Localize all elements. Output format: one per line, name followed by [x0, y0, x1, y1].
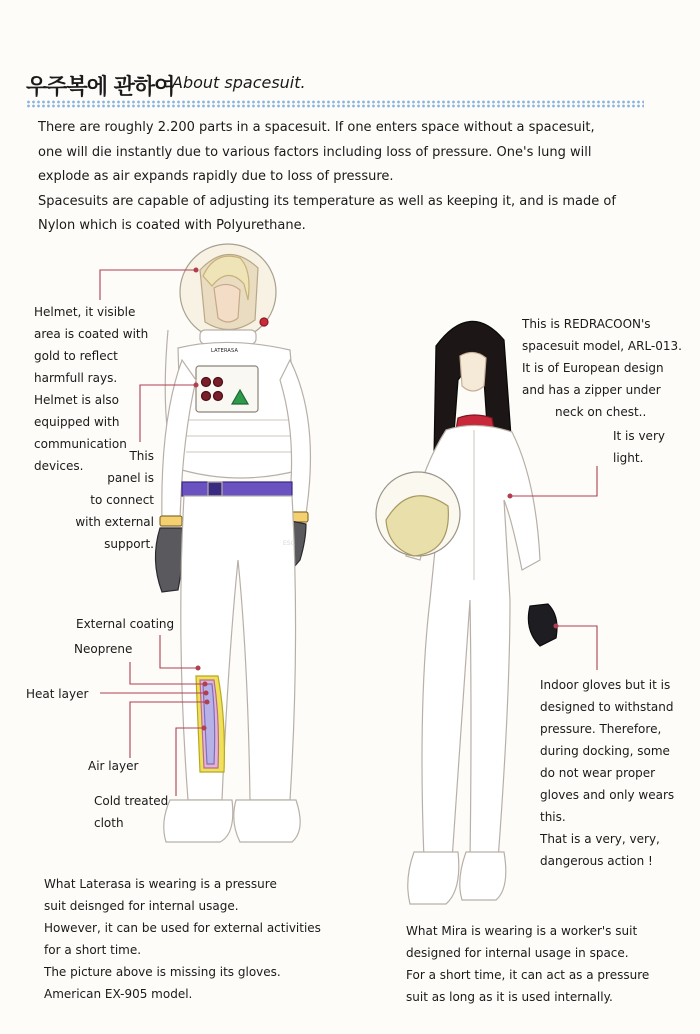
neoprene-label: Neoprene	[74, 642, 133, 656]
intro-line: There are roughly 2.200 parts in a spacesuit. If one enters space without a spacesuit,	[38, 120, 595, 135]
right-caption: What Mira is wearing is a worker's suit designed for internal usage in space. For a short time, it can act as a pressure suit as long as it is used internally.	[406, 924, 650, 1004]
gloves-note: Indoor gloves but it is designed to withstand pressure. Therefore, during docking, some do not wear proper gloves and only wears this. That is a very, very, dangerous action !	[540, 678, 675, 868]
intro-line: Nylon which is coated with Polyurethane.	[38, 218, 306, 233]
light-note: It is very light.	[613, 429, 665, 465]
helmet-note: Helmet, it visible area is coated with gold to reflect harmfull rays. Helmet is also equipped with communication devices.	[34, 305, 149, 473]
panel-note: This panel is to connect with external support.	[75, 449, 154, 551]
model-note: This is REDRACOON's spacesuit model, ARL-013. It is of European design and has a zipper under neck on chest..	[522, 317, 682, 419]
intro-line: Spacesuits are capable of adjusting its temperature as well as keeping it, and is made of	[38, 193, 616, 209]
page-title-korean: 우주복에 관하여	[26, 75, 175, 100]
intro-line: explode as air expands rapidly due to loss of pressure.	[38, 169, 394, 184]
external-coating-label: External coating	[76, 617, 175, 631]
suit-badge: LATERASA	[211, 348, 239, 354]
left-caption: What Laterasa is wearing is a pressure suit deisnged for internal usage. However, it can be used for external activities for a short time. The picture above is missing its gloves. American EX-905 model.	[44, 877, 321, 1001]
air-layer-label: Air layer	[88, 759, 139, 773]
heat-layer-label: Heat layer	[26, 687, 89, 701]
cold-treated-label: Cold treated cloth	[94, 794, 169, 830]
glove-logo: ESC	[283, 540, 295, 547]
page-title-english: About spacesuit.	[172, 73, 306, 92]
intro-line: one will die instantly due to various factors including loss of pressure. One's lung will	[38, 144, 592, 160]
